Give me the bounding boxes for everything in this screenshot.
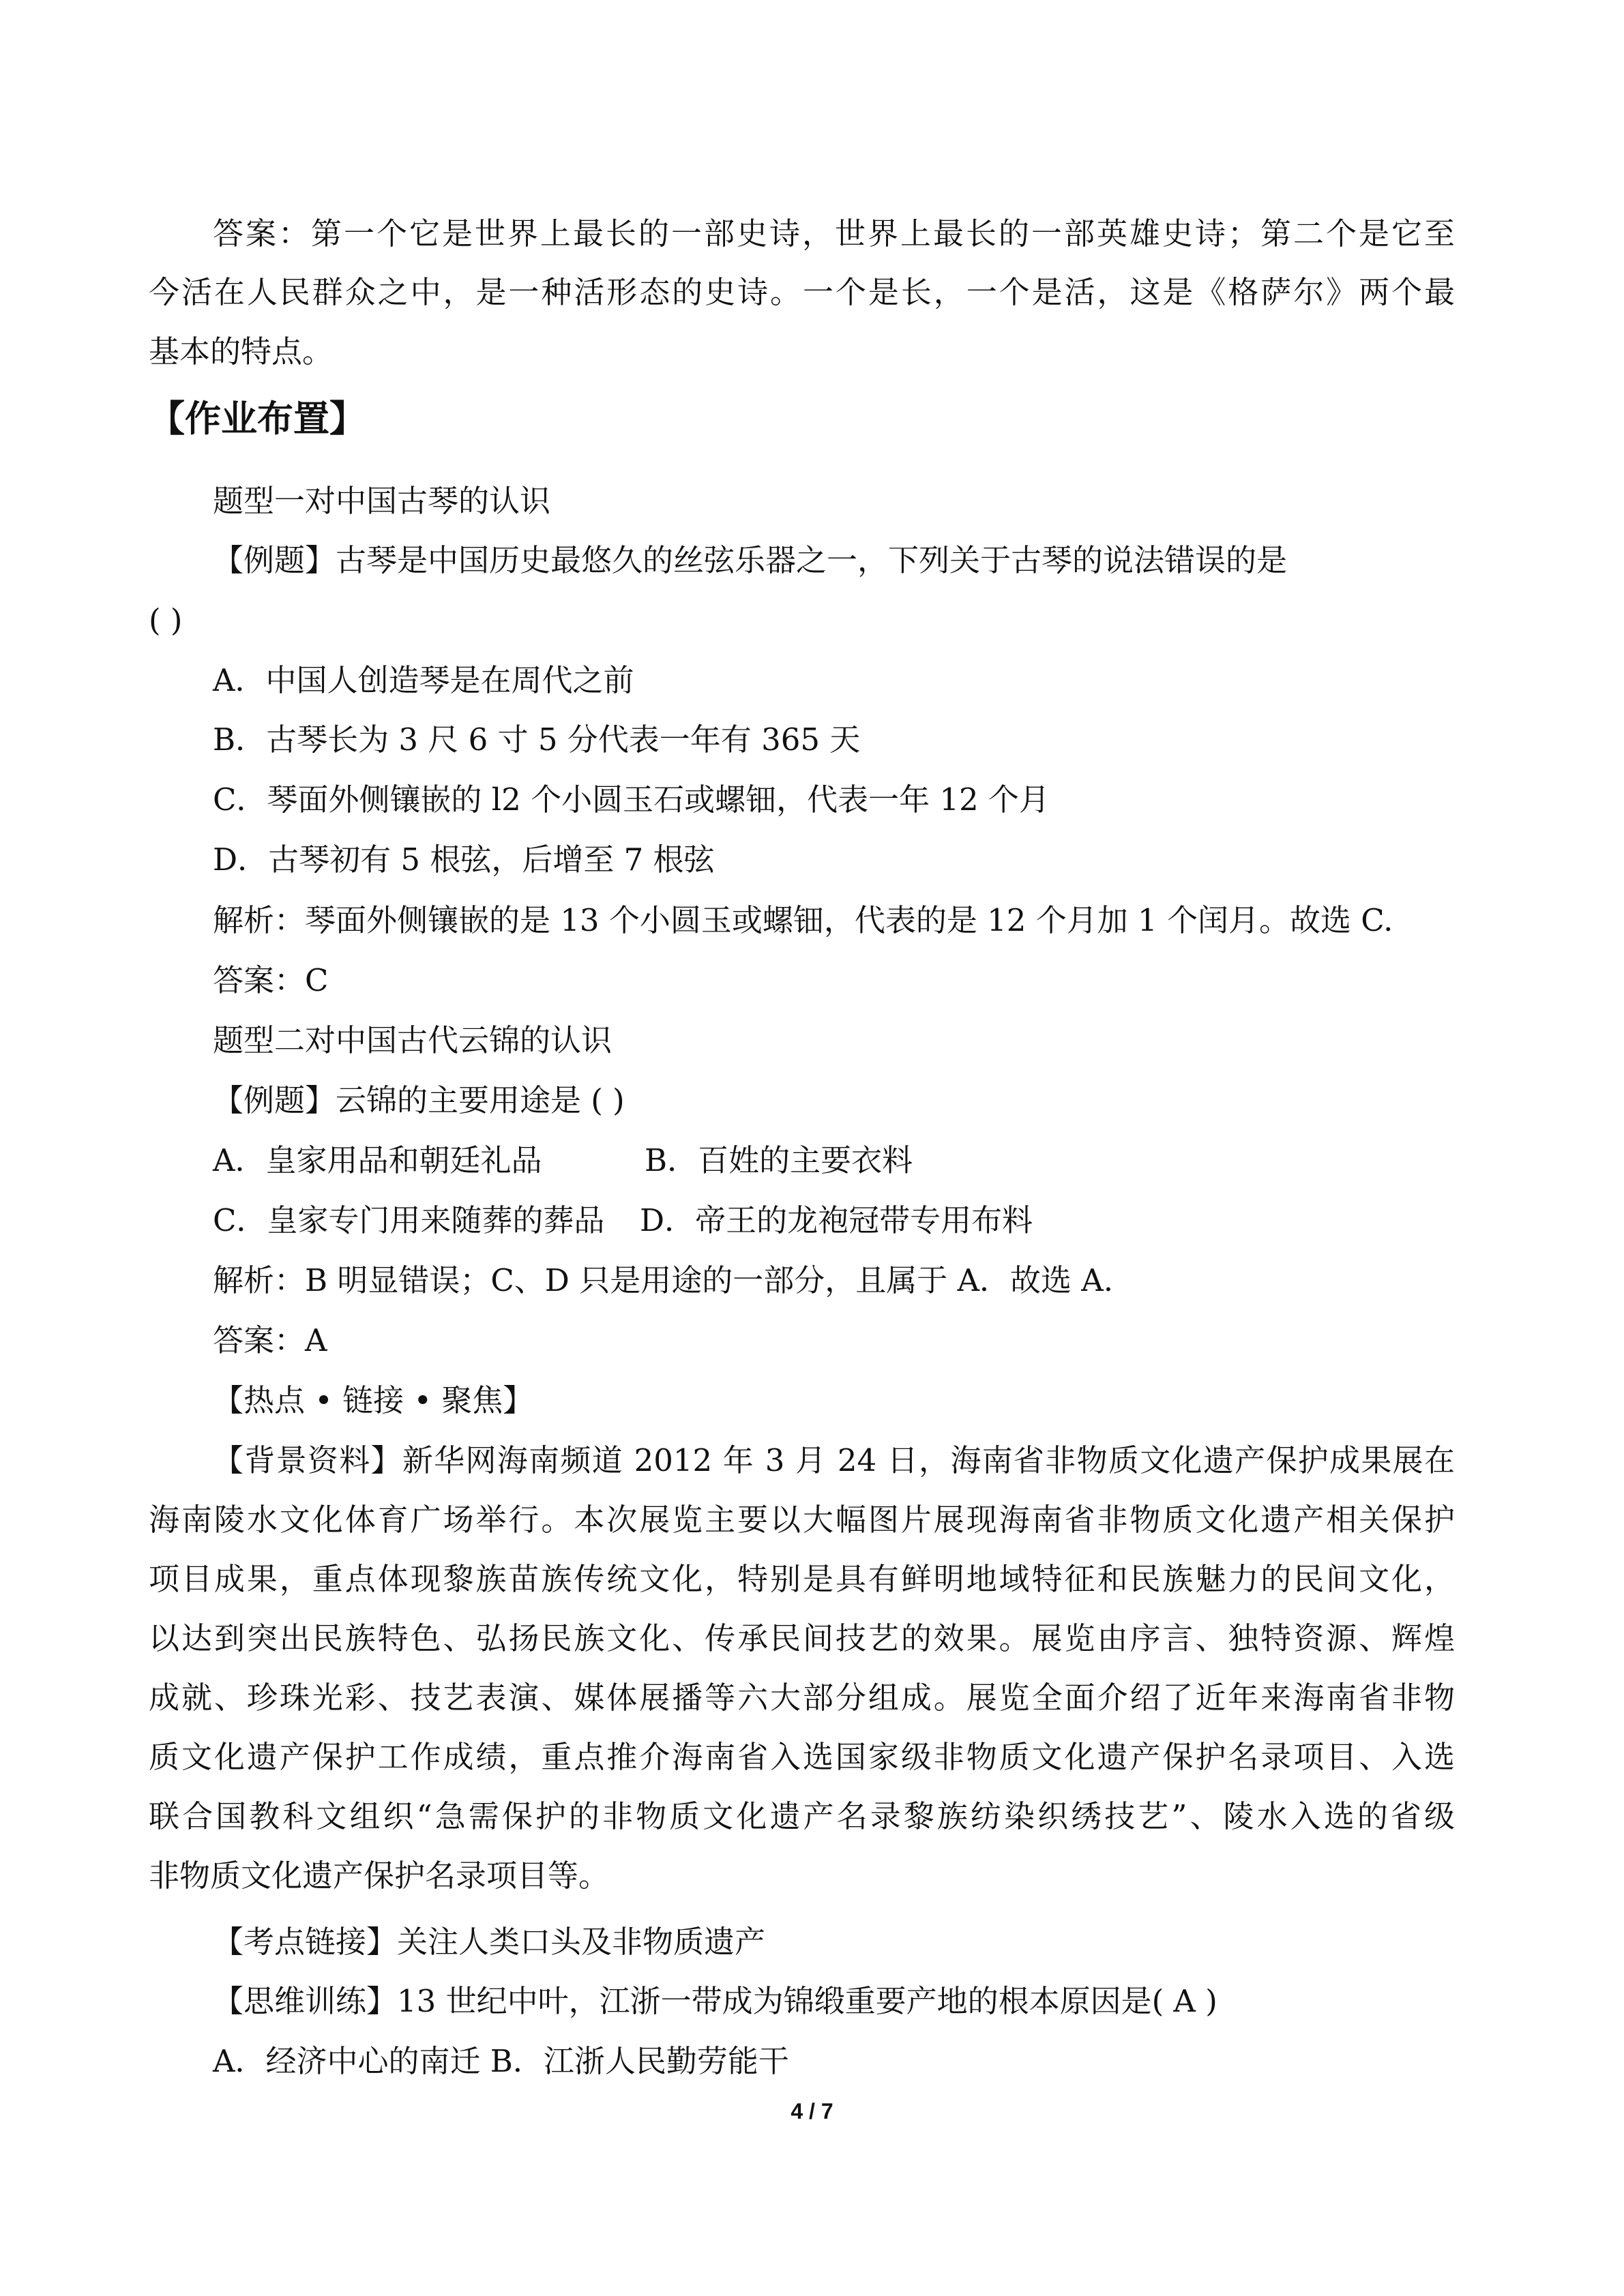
thinking-training-question: 【思维训练】13 世纪中叶，江浙一带成为锦缎重要产地的根本原因是( A ) (213, 1983, 1217, 2019)
homework-section-title: 【作业布置】 (149, 398, 366, 440)
exam-point-link: 【考点链接】关注人类口头及非物质遗产 (213, 1924, 766, 1960)
background-line-8: 非物质文化遗产保护名录项目等。 (149, 1858, 610, 1894)
question-type-2-label: 题型二对中国古代云锦的认识 (213, 1022, 612, 1058)
hotspot-heading: 【热点 • 链接 • 聚焦】 (213, 1382, 534, 1418)
q2-option-c: C．皇家专门用来随葬的葬品 (213, 1202, 605, 1238)
question-type-1-label: 题型一对中国古琴的认识 (213, 483, 551, 519)
answer-paragraph-line-2: 今活在人民群众之中，是一种活形态的史诗。一个是长，一个是活，这是《格萨尔》两个最 (149, 274, 1455, 310)
q2-answer: 答案：A (213, 1322, 327, 1358)
background-line-5: 成就、珍珠光彩、技艺表演、媒体展播等六大部分组成。展览全面介绍了近年来海南省非物 (149, 1680, 1455, 1716)
q2-option-a: A．皇家用品和朝廷礼品 (213, 1142, 542, 1178)
q1-answer: 答案：C (213, 962, 329, 998)
q1-option-a: A．中国人创造琴是在周代之前 (213, 662, 634, 698)
q1-stem-paren: ( ) (149, 602, 183, 638)
q2-option-b: B．百姓的主要衣料 (645, 1142, 913, 1178)
q2-analysis: 解析：B 明显错误；C、D 只是用途的一部分，且属于 A．故选 A. (213, 1262, 1114, 1298)
q2-stem: 【例题】云锦的主要用途是 ( ) (213, 1082, 625, 1118)
q1-option-b: B．古琴长为 3 尺 6 寸 5 分代表一年有 365 天 (213, 721, 861, 758)
answer-paragraph-line-1: 答案：第一个它是世界上最长的一部史诗，世界上最长的一部英雄史诗；第二个是它至 (213, 215, 1455, 252)
background-line-1: 【背景资料】新华网海南频道 2012 年 3 月 24 日，海南省非物质文化遗产保护成果展在 (213, 1442, 1455, 1478)
answer-paragraph-line-3: 基本的特点。 (149, 333, 334, 370)
q1-option-c: C．琴面外侧镶嵌的 l2 个小圆玉石或螺钿，代表一年 12 个月 (213, 781, 1050, 818)
background-line-7: 联合国教科文组织“急需保护的非物质文化遗产名录黎族纺染织绣技艺”、陵水入选的省级 (149, 1798, 1455, 1834)
page-number: 4 / 7 (791, 2099, 833, 2123)
background-line-6: 质文化遗产保护工作成绩，重点推介海南省入选国家级非物质文化遗产保护名录项目、入选 (149, 1739, 1455, 1775)
q1-option-d: D．古琴初有 5 根弦，后增至 7 根弦 (213, 841, 715, 878)
q1-stem: 【例题】古琴是中国历史最悠久的丝弦乐器之一，下列关于古琴的说法错误的是 (213, 542, 1288, 578)
background-line-2: 海南陵水文化体育广场举行。本次展览主要以大幅图片展现海南省非物质文化遗产相关保护 (149, 1502, 1455, 1538)
background-line-4: 以达到突出民族特色、弘扬民族文化、传承民间技艺的效果。展览由序言、独特资源、辉煌 (149, 1620, 1455, 1656)
thinking-training-options: A．经济中心的南迁 B．江浙人民勤劳能干 (213, 2043, 789, 2079)
q2-option-d: D．帝王的龙袍冠带专用布料 (640, 1202, 1033, 1238)
background-line-3: 项目成果，重点体现黎族苗族传统文化，特别是具有鲜明地域特征和民族魅力的民间文化， (149, 1561, 1455, 1597)
q1-analysis: 解析：琴面外侧镶嵌的是 13 个小圆玉或螺钿，代表的是 12 个月加 1 个闰月。故选 C. (213, 902, 1393, 938)
